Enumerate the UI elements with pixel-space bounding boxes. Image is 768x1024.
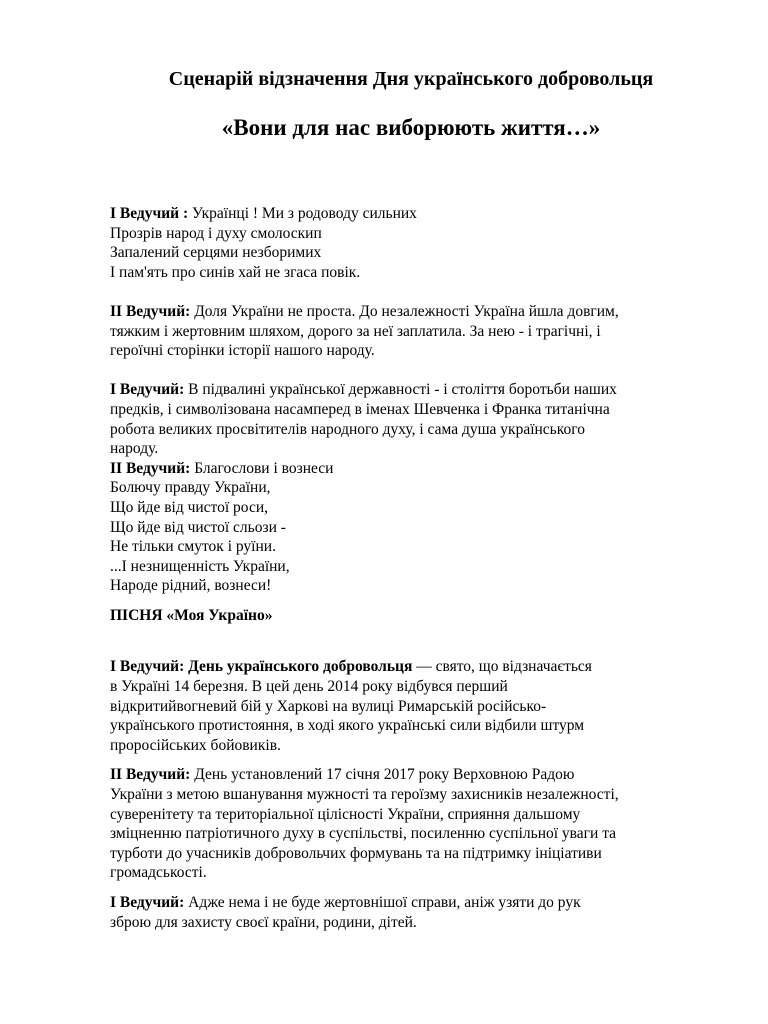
text-line: героїчні сторінки історії нашого народу. [110, 342, 375, 360]
paragraph-5 [110, 606, 722, 626]
text-line: В підвалині української державності - і століття боротьби наших [184, 381, 617, 399]
document-title: Сценарій відзначення Дня українського добровольця [168, 68, 654, 90]
paragraph-2 [110, 302, 722, 361]
paragraph-4 [110, 459, 722, 596]
speaker-label: ІІ Ведучий: [110, 766, 191, 784]
paragraph-7 [110, 765, 722, 883]
text-line: Адже нема і не буде жертовнішої справи, аніж узяти до рук [184, 894, 581, 911]
text-line: Запалений серцями незборимих [110, 244, 322, 262]
text-line: зміцненню патріотичного духу в суспільстві, посиленню суспільної уваги та [110, 825, 617, 843]
text-line: Що йде від чистої роси, [110, 498, 268, 516]
text-line: України з метою вшанування мужності та героїзму захисників незалежності, [110, 786, 619, 804]
text-line: проросійських бойовиків. [110, 736, 281, 754]
text-line: Доля України не проста. До незалежності Україна йшла довгим, [190, 302, 619, 320]
text-line: Болючу правду України, [110, 479, 271, 497]
text-line: тяжким і жертовним шляхом, дорого за неї заплатила. За нею - і трагічні, і [110, 322, 601, 340]
text-line: робота великих просвітителів народного духу, і сама душа українського [110, 420, 585, 438]
text-line: народу. [110, 440, 159, 458]
text-line: ...І незнищенність України, [110, 557, 290, 575]
speaker-label: І Ведучий: День українського добровольця [110, 658, 413, 676]
speaker-label: ІІ Ведучий: [110, 302, 191, 320]
speaker-label: І Ведучий : [110, 205, 189, 222]
text-line: Прозрів народ і духу смолоскип [110, 224, 322, 242]
text-line: суверенітету та територіальної цілісності України, сприяння дальшому [110, 805, 581, 823]
paragraph-1 [110, 204, 722, 282]
text-line: Благослови і вознеси [190, 459, 334, 477]
text-line: предків, і символізована насамперед в іменах Шевченка і Франка титанічна [110, 400, 610, 418]
text-line: Що йде від чистої сльози - [110, 518, 286, 536]
text-line: українського протистояння, в ході якого українські сили відбили штурм [110, 717, 585, 735]
text-line: Українці ! Ми з родоводу сильних [188, 205, 417, 222]
paragraph-6 [110, 657, 722, 755]
document-subtitle: «Вони для нас виборюють життя…» [221, 115, 601, 140]
text-line: День установлений 17 січня 2017 року Верховною Радою [190, 766, 575, 784]
text-line: в Україні 14 березня. В цей день 2014 року відбувся перший [110, 678, 508, 696]
document-body [110, 204, 722, 932]
text-line: відкритийвогневий бій у Харкові на вулиці Римарській російсько- [110, 697, 547, 715]
text-line: турботи до учасників добровольчих формувань та на підтримку ініціативи [110, 844, 602, 862]
speaker-label: І Ведучий: [110, 894, 185, 911]
text-line: зброю для захисту своєї країни, родини, дітей. [110, 913, 417, 931]
paragraph-8 [110, 893, 722, 932]
text-line: — свято, що відзначається [412, 658, 592, 676]
speaker-label: І Ведучий: [110, 381, 185, 399]
speaker-label: ІІ Ведучий: [110, 459, 191, 477]
song-heading: ПІСНЯ «Моя Україно» [110, 606, 273, 624]
text-line: громадськості. [110, 864, 207, 882]
text-line: Народе рідний, вознеси! [110, 577, 272, 595]
text-line: І пам'ять про синів хай не згаса повік. [110, 263, 361, 281]
text-line: Не тільки смуток і руїни. [110, 538, 276, 556]
paragraph-3 [110, 380, 722, 458]
